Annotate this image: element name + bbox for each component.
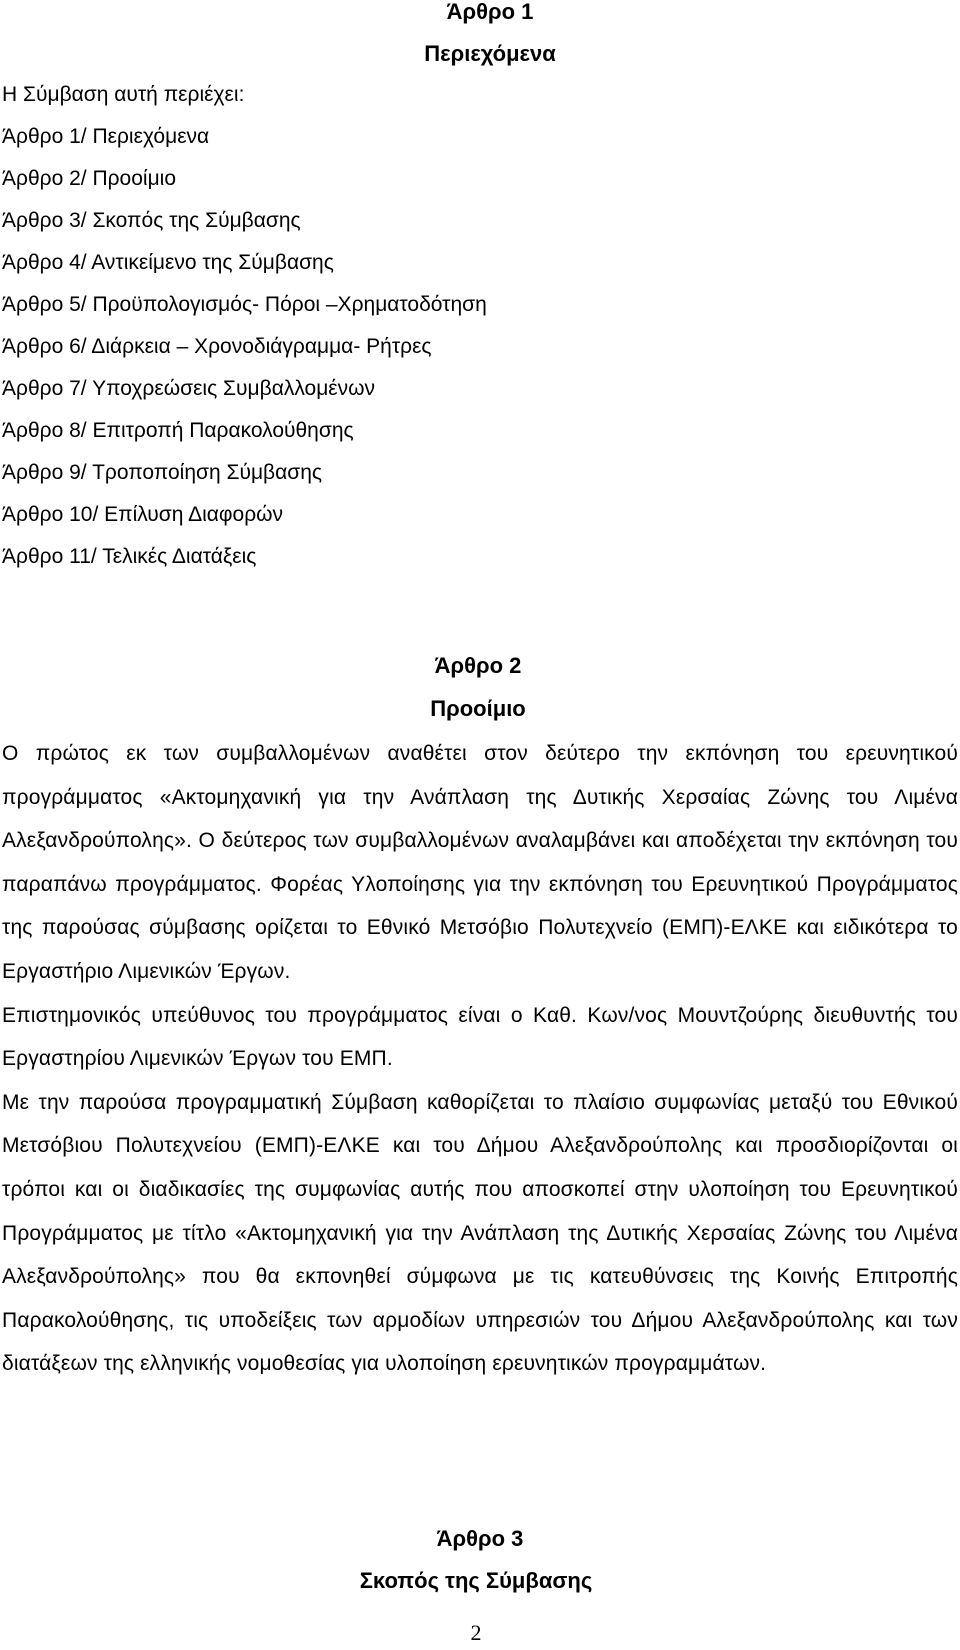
article-2-number: Άρθρο 2 <box>434 653 522 678</box>
paragraph: Με την παρούσα προγραμματική Σύμβαση καθορίζεται το πλαίσιο συμφωνίας μεταξύ του Εθνικού Μετσόβιου Πολυτεχνείου (ΕΜΠ)-ΕΛΚΕ και του Δήμου Αλεξανδρούπολης και προσδιορίζονται οι τρόποι και οι διαδικασίες της συμφωνίας αυτής που αποσκοπεί στην υλοποίηση του Ερευνητικού Προγράμματος με τίτλο «Ακτομηχανική για την Ανάπλαση της Δυτικής Χερσαίας Ζώνης του Λιμένα Αλεξανδρούπολης» που θα εκπονηθεί σύμφωνα με τις κατευθύνσεις της Κοινής Επιτροπής Παρακολούθησης, τις υποδείξεις των αρμοδίων υπηρεσιών του Δήμου Αλεξανδρούπολης και των διατάξεων της ελληνικής νομοθεσίας για υλοποίηση ερευνητικών προγραμμάτων. <box>2 1090 958 1376</box>
paragraph: Επιστημονικός υπεύθυνος του προγράμματος είναι ο Καθ. Κων/νος Μουντζούρης διευθυντής του Εργαστηρίου Λιμενικών Έργων του ΕΜΠ. <box>2 1003 958 1071</box>
toc-item: Άρθρο 5/ Προϋπολογισμός- Πόροι –Χρηματοδότηση <box>2 293 487 316</box>
toc-item: Άρθρο 8/ Επιτροπή Παρακολούθησης <box>2 419 354 442</box>
toc-item: Άρθρο 6/ Διάρκεια – Χρονοδιάγραμμα- Ρήτρες <box>2 335 432 358</box>
toc-item: Άρθρο 1/ Περιεχόμενα <box>2 125 210 148</box>
toc-item: Άρθρο 7/ Υποχρεώσεις Συμβαλλομένων <box>2 377 376 400</box>
article-3-number: Άρθρο 3 <box>436 1526 524 1551</box>
toc-item: Άρθρο 10/ Επίλυση Διαφορών <box>2 503 284 526</box>
toc-item: Άρθρο 4/ Αντικείμενο της Σύμβασης <box>2 251 334 274</box>
toc-item: Άρθρο 2/ Προοίμιο <box>2 167 177 190</box>
article-3-title: Σκοπός της Σύμβασης <box>359 1568 593 1593</box>
toc-item: Άρθρο 9/ Τροποποίηση Σύμβασης <box>2 461 323 484</box>
toc-item: Άρθρο 3/ Σκοπός της Σύμβασης <box>2 209 301 232</box>
article-1-title: Περιεχόμενα <box>424 41 556 66</box>
paragraph: Ο πρώτος εκ των συμβαλλομένων αναθέτει στον δεύτερο την εκπόνηση του ερευνητικού προγράμματος «Ακτομηχανική για την Ανάπλαση της Δυτικής Χερσαίας Ζώνης του Λιμένα Αλεξανδρούπολης». Ο δεύτερος των συμβαλλομένων αναλαμβάνει και αποδέχεται την εκπόνηση του παραπάνω προγράμματος. Φορέας Υλοποίησης για την εκπόνηση του Ερευνητικού Προγράμματος της παρούσας σύμβασης ορίζεται το Εθνικό Μετσόβιο Πολυτεχνείο (ΕΜΠ)-ΕΛΚΕ και ειδικότερα το Εργαστήριο Λιμενικών Έργων. <box>2 742 958 983</box>
article-2-body <box>2 732 958 1386</box>
article-2-title: Προοίμιο <box>430 696 526 721</box>
toc-intro: Η Σύμβαση αυτή περιέχει: <box>2 83 245 106</box>
article-1-number: Άρθρο 1 <box>446 0 534 24</box>
toc-item: Άρθρο 11/ Τελικές Διατάξεις <box>2 545 257 568</box>
page-number: 2 <box>470 1620 482 1645</box>
